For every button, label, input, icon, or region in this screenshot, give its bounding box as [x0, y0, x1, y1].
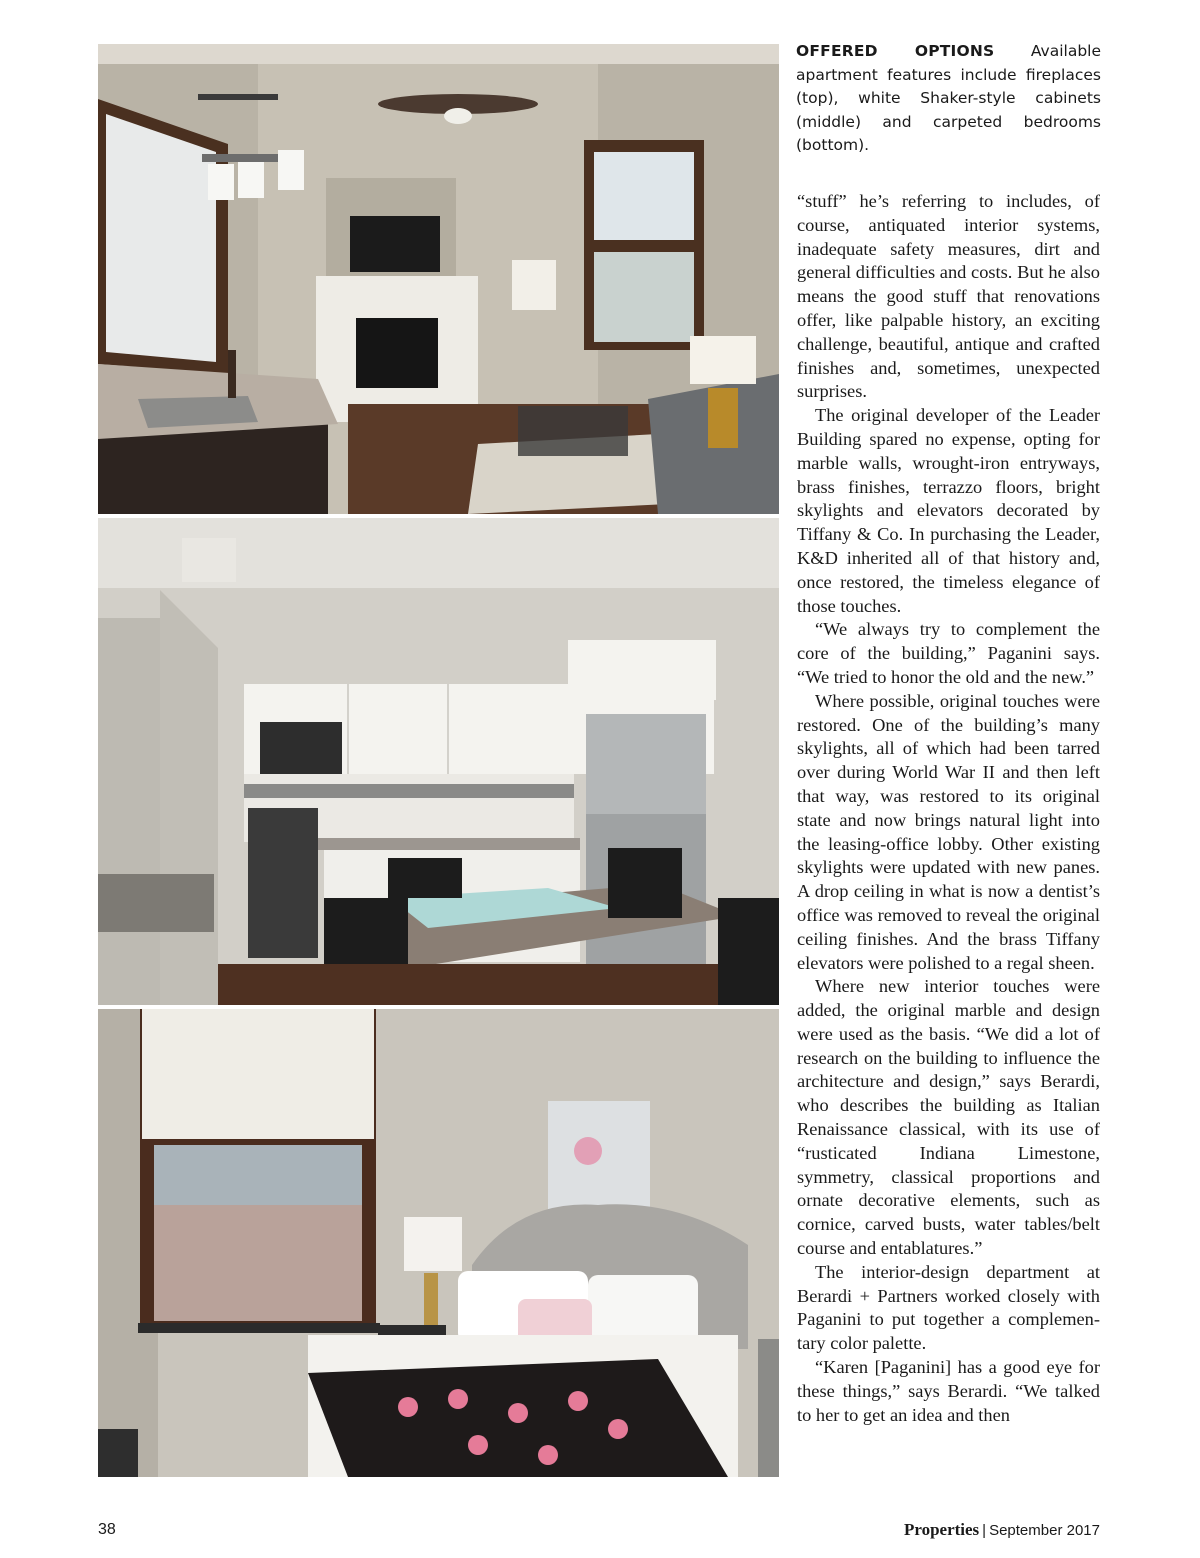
article-paragraph: Where new interior touches were added, the original marble and design were used as the basis. “We did a lot of research on the building to influence the architecture and design,” says Berardi, who describes the building as Italian Renaissance classical, with its use of “rusticated Indiana Limestone, symmetry, classical proportions and ornate decorative elements, such as cornice, carved busts, water tables/belt course and entablatures.”	[797, 976, 1100, 1259]
photo-kitchen-white-cabinets	[98, 518, 779, 1005]
page-number: 38	[98, 1521, 116, 1538]
article-paragraph: “Karen [Paganini] has a good eye for these things,” says Berardi. “We talked to her to get an idea and then	[797, 1357, 1100, 1425]
caption-kicker: OFFERED OPTIONS	[796, 42, 995, 60]
issue-date: September 2017	[989, 1522, 1100, 1539]
article-paragraph: The interior-design department at Berardi + Partners worked closely with Paganini to put together a complementary color palette.	[797, 1261, 1100, 1354]
caption-text: Available apartment features include fireplaces (top), white Shaker-style cabinets (middle) and carpeted bedrooms (bottom).	[796, 42, 1101, 154]
article-paragraph: The original developer of the Leader Building spared no expense, opting for marble walls, wrought-iron entryways, brass finishes, terrazzo floors, bright skylights and elevators decorated by Tiffany & Co. In purchasing the Leader, K&D inherited all of that history and, once restored, the timeless elegance of those touches.	[797, 405, 1100, 616]
photo-living-room-fireplace	[98, 44, 779, 514]
article-paragraph: “stuff” he’s referring to includes, of course, antiquated interior systems, inadequate safety measures, dirt and general difficulties and costs. But he also means the good stuff that renovations offer, like palpable history, an exciting challenge, beautiful, antique and crafted finishes and, sometimes, unexpected surprises.	[797, 191, 1100, 402]
photo-carpeted-bedroom	[98, 1009, 779, 1477]
photo-caption	[796, 40, 1101, 158]
footer-separator: |	[982, 1522, 987, 1539]
article-paragraph: Where possible, original touches were restored. One of the building’s many skylights, all of which had been tarred over during World War II and then left that way, was restored to its original state and now brings natural light into the leasing-office lobby. Other existing skylights were updated with new panes. A drop ceiling in what is now a dentist’s office was removed to reveal the original ceiling finishes. And the brass Tiffany elevators were polished to a regal sheen.	[797, 690, 1100, 973]
publication-name: Properties	[903, 1520, 980, 1539]
article-paragraph: “We always try to complement the core of the building,” Paganini says. “We tried to honor the old and the new.”	[797, 619, 1100, 687]
running-footer	[904, 1520, 1100, 1540]
article-body	[797, 190, 1100, 1427]
